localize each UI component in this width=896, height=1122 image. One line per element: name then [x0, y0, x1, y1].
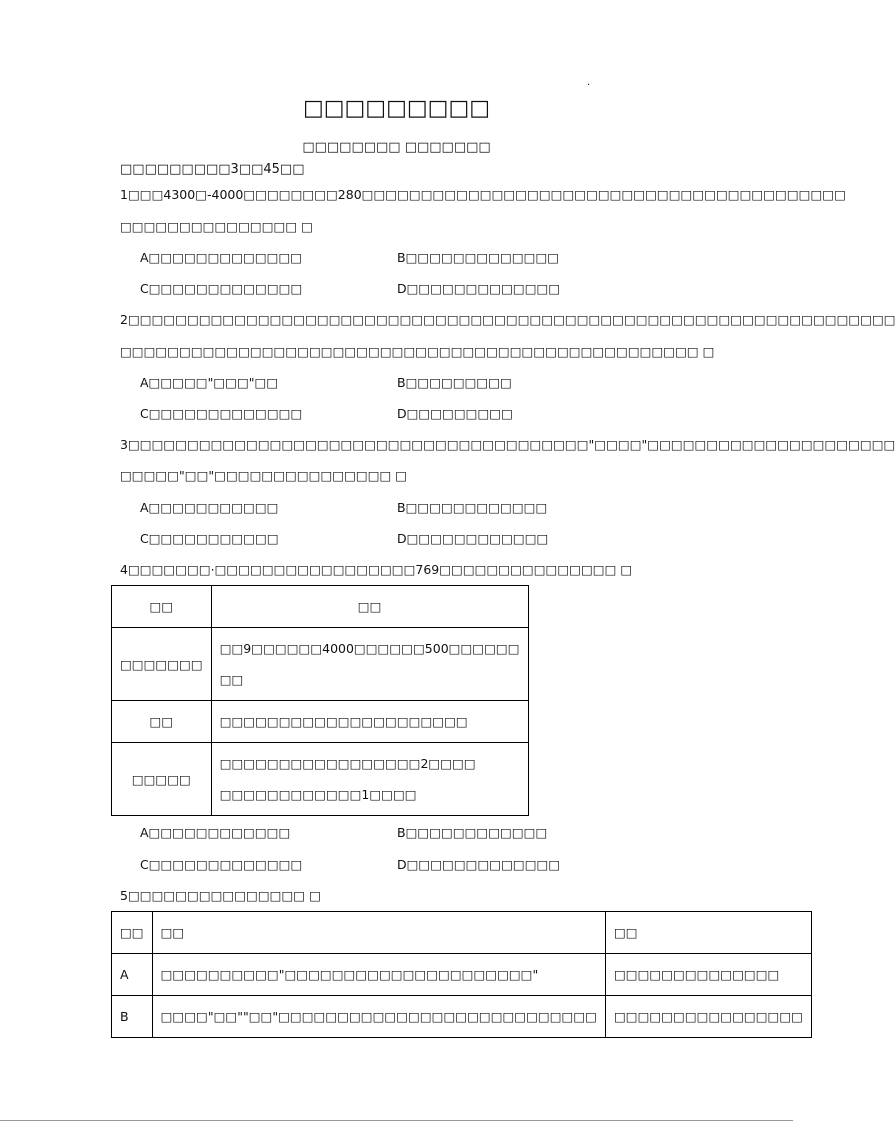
section-heading: □□□□□□□□□3□□45□□ — [120, 162, 305, 177]
q2-option-c[interactable]: C□□□□□□□□□□□□□ — [140, 406, 303, 421]
q4-table-row — [112, 701, 529, 743]
q2-option-b[interactable]: B□□□□□□□□□ — [397, 375, 512, 390]
q1-option-d[interactable]: D□□□□□□□□□□□□□ — [397, 281, 561, 296]
q2-stem-line2: □□□□□□□□□□□□□□□□□□□□□□□□□□□□□□□□□□□□□□□□□□□□□□□□□ □ — [120, 344, 715, 359]
q4-table-row — [112, 628, 529, 701]
q4-stem: 4□□□□□□□·□□□□□□□□□□□□□□□□□769□□□□□□□□□□□□□□□ □ — [120, 562, 633, 577]
q4-row3-label: □□□□□ — [112, 743, 212, 816]
q4-option-d[interactable]: D□□□□□□□□□□□□□ — [397, 857, 561, 872]
q4-row3-text1: □□□□□□□□□□□□□□□□□2□□□□ — [219, 756, 476, 771]
q1-option-b[interactable]: B□□□□□□□□□□□□□ — [397, 250, 560, 265]
q4-row1-text2: □□ — [219, 672, 244, 687]
q3-option-a[interactable]: A□□□□□□□□□□□ — [140, 500, 279, 515]
q4-table-row — [112, 743, 529, 816]
q1-option-a[interactable]: A□□□□□□□□□□□□□ — [140, 250, 303, 265]
page-bottom-rule — [0, 1120, 793, 1121]
q3-stem-line1: 3□□□□□□□□□□□□□□□□□□□□□□□□□□□□□□□□□□□□□□□"□□□□"□□□□□□□□□□□□□□□□□□□□□ — [120, 437, 896, 452]
q2-option-d[interactable]: D□□□□□□□□□ — [397, 406, 513, 421]
q3-stem-line2: □□□□□"□□"□□□□□□□□□□□□□□□ □ — [120, 468, 408, 483]
q5-table-row — [112, 954, 812, 996]
q5-row-b-conclusion: □□□□□□□□□□□□□□□□ — [605, 996, 811, 1038]
q4-option-b[interactable]: B□□□□□□□□□□□□ — [397, 825, 548, 840]
q5-header-col1: □□ — [112, 912, 153, 954]
q4-row2-text1: □□□□□□□□□□□□□□□□□□□□□ — [211, 701, 528, 743]
q4-row3-content — [211, 743, 528, 816]
q4-row1-label: □□□□□□□ — [112, 628, 212, 701]
q2-stem-line1: 2□□□□□□□□□□□□□□□□□□□□□□□□□□□□□□□□□□□□□□□□□□□□□□□□□□□□□□□□□□□□□□□□□ — [120, 312, 896, 327]
header-dot: · — [587, 80, 591, 91]
q5-row-b-content: □□□□"□□""□□"□□□□□□□□□□□□□□□□□□□□□□□□□□□ — [152, 996, 605, 1038]
q1-stem-line2: □□□□□□□□□□□□□□□ □ — [120, 219, 313, 234]
q3-option-d[interactable]: D□□□□□□□□□□□□ — [397, 531, 549, 546]
q4-row2-label: □□ — [112, 701, 212, 743]
q5-header-col3: □□ — [605, 912, 811, 954]
q4-table — [111, 585, 529, 816]
q5-row-b-id: B — [112, 996, 153, 1038]
q5-row-a-conclusion: □□□□□□□□□□□□□□ — [605, 954, 811, 996]
q5-stem: 5□□□□□□□□□□□□□□□ □ — [120, 888, 321, 903]
q5-table — [111, 911, 812, 1038]
q4-row1-text1: □□9□□□□□□4000□□□□□□500□□□□□□ — [219, 641, 520, 656]
q4-table-header-row — [112, 586, 529, 628]
q5-header-col2: □□ — [152, 912, 605, 954]
q4-option-a[interactable]: A□□□□□□□□□□□□ — [140, 825, 291, 840]
q3-option-c[interactable]: C□□□□□□□□□□□ — [140, 531, 279, 546]
page-title: □□□□□□□□□ — [302, 96, 491, 121]
q4-row1-content — [211, 628, 528, 701]
page-subtitle: □□□□□□□□ □□□□□□□ — [302, 140, 491, 155]
q4-header-col2: □□ — [211, 586, 528, 628]
q4-option-c[interactable]: C□□□□□□□□□□□□□ — [140, 857, 303, 872]
q5-table-row — [112, 996, 812, 1038]
q1-option-c[interactable]: C□□□□□□□□□□□□□ — [140, 281, 303, 296]
q5-row-a-id: A — [112, 954, 153, 996]
q3-option-b[interactable]: B□□□□□□□□□□□□ — [397, 500, 548, 515]
q5-table-header-row — [112, 912, 812, 954]
q1-stem-line1: 1□□□4300□-4000□□□□□□□□280□□□□□□□□□□□□□□□□□□□□□□□□□□□□□□□□□□□□□□□□□ — [120, 187, 846, 202]
q2-option-a[interactable]: A□□□□□"□□□"□□ — [140, 375, 279, 390]
q4-row3-text2: □□□□□□□□□□□□1□□□□ — [219, 787, 417, 802]
q4-header-col1: □□ — [112, 586, 212, 628]
q5-row-a-content: □□□□□□□□□□"□□□□□□□□□□□□□□□□□□□□□" — [152, 954, 605, 996]
